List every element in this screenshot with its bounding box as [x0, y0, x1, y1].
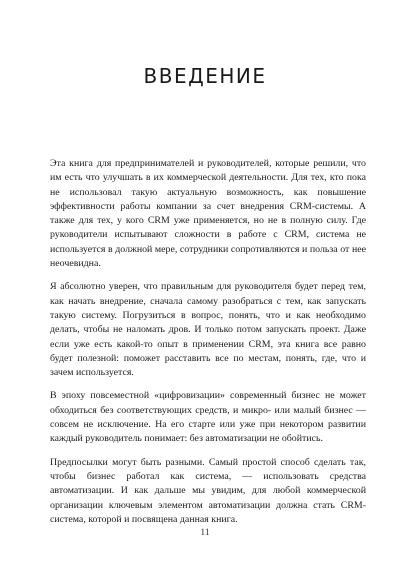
page-number: 11 [200, 528, 210, 538]
body-text [50, 157, 366, 536]
chapter-title: ВВЕДЕНИЕ [143, 64, 267, 88]
paragraph-4: Предпосылки могут быть разными. Самый простой способ сделать так, чтобы бизнес работал как система, — использовать средства автоматизации. И как дальше мы увидим, для любой коммерческой организации ключевым элементом автоматизации должна стать CRM-система, которой и посвящена данная книга. [50, 456, 366, 525]
paragraph-2: Я абсолютно уверен, что правильным для руководителя будет перед тем, как начать внедрение, сначала самому разобраться с тем, как запускать такую систему. Погрузиться в вопрос, понять, что и как необходимо делать, чтобы не наломать дров. И только потом запускать проект. Даже если уже есть какой-то опыт в применении CRM, эта книга все равно будет полезной: поможет расставить все по местам, понять, где, что и зачем используется. [50, 281, 366, 379]
paragraph-1: Эта книга для предпринимателей и руководителей, которые решили, что им есть что улучшать в их коммерческой деятельности. Для тех, кто пока не использовал такую актуальную возможность, как повышение эффективности работы компании за счет внедрения CRM-системы. А также для тех, у кого CRM уже применяется, но не в полную силу. Где руководители испытывают сложности в работе с CRM, система не используется в должной мере, сотрудники сопротивляются и польза от нее неочевидна. [50, 158, 366, 270]
paragraph-3: В эпоху повсеместной «цифровизации» современный бизнес не может обходиться без соответствующих средств, и микро- или малый бизнес — совсем не исключение. На его старте или уже при некотором развитии каждый руководитель понимает: без автоматизации не обойтись. [50, 390, 366, 445]
